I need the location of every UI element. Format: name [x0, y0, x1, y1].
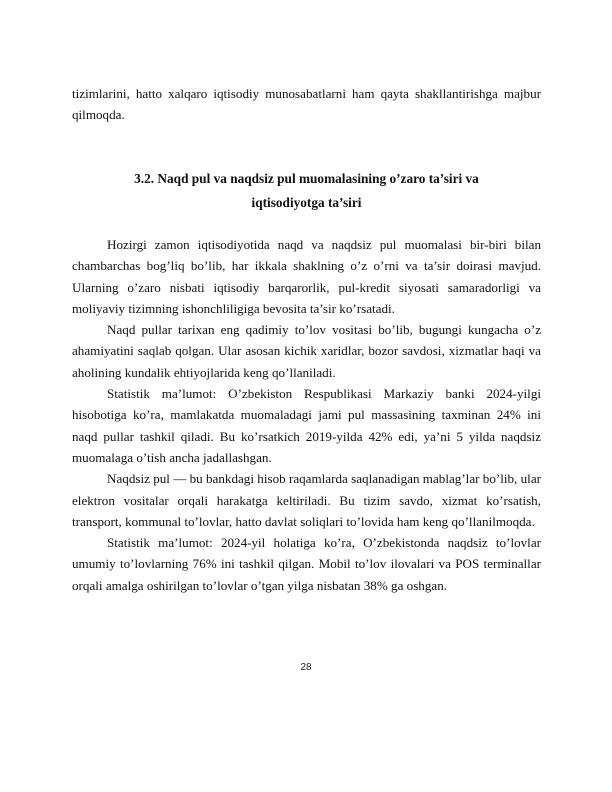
section-heading-line-2: iqtisodiyotga ta’siri [251, 195, 362, 210]
paragraph-2: Naqd pullar tarixan eng qadimiy to’lov vositasi bo’lib, bugungi kungacha o’z ahamiyatini saqlab qolgan. Ular asosan kichik xaridlar, bozor savdosi, xizmatlar haqi va aholining kundalik ehtiyojlarida keng qo’llaniladi. [72, 322, 541, 380]
section-heading-line-1: 3.2. Naqd pul va naqdsiz pul muomalasining o’zaro ta’siri va [134, 171, 479, 186]
paragraph-1: Hozirgi zamon iqtisodiyotida naqd va naqdsiz pul muomalasi bir-biri bilan chambarchas bog’liq bo’lib, har ikkala shaklning o’z o’rni va ta’sir doirasi mavjud. Ularning o’zaro nisbati iqtisodiy barqarorlik, pul-kredit siyosati samaradorligi va moliyaviy tizimning ishonchliligiga bevosita ta’sir ko’rsatadi. [72, 237, 541, 316]
page-number: 28 [300, 662, 312, 673]
paragraph-3: Statistik ma’lumot: O’zbekiston Respublikasi Markaziy banki 2024-yilgi hisobotiga ko’ra, mamlakatda muomaladagi jami pul massasining taxminan 24% ini naqd pullar tashkil qiladi. Bu ko’rsatkich 2019-yilda 42% edi, ya’ni 5 yilda naqdsiz muomalaga o’tish ancha jadallashgan. [72, 386, 541, 465]
intro-paragraph-fragment: tizimlarini, hatto xalqaro iqtisodiy munosabatlarni ham qayta shakllantirishga majbur qilmoqda. [72, 86, 541, 123]
paragraph-4: Naqdsiz pul — bu bankdagi hisob raqamlarda saqlanadigan mablag’lar bo’lib, ular elektron vositalar orqali harakatga keltiriladi. Bu tizim savdo, xizmat ko’rsatish, transport, kommunal to’lovlar, hatto davlat soliqlari to’lovida ham keng qo’llanilmoqda. [72, 471, 541, 529]
section-body [72, 234, 541, 596]
paragraph-5: Statistik ma’lumot: 2024-yil holatiga ko’ra, O’zbekistonda naqdsiz to’lovlar umumiy to’lovlarning 76% ini tashkil qilgan. Mobil to’lov ilovalari va POS terminallar orqali amalga oshirilgan to’lovlar o’tgan yilga nisbatan 38% ga oshgan. [72, 535, 541, 593]
section-heading [72, 167, 541, 215]
